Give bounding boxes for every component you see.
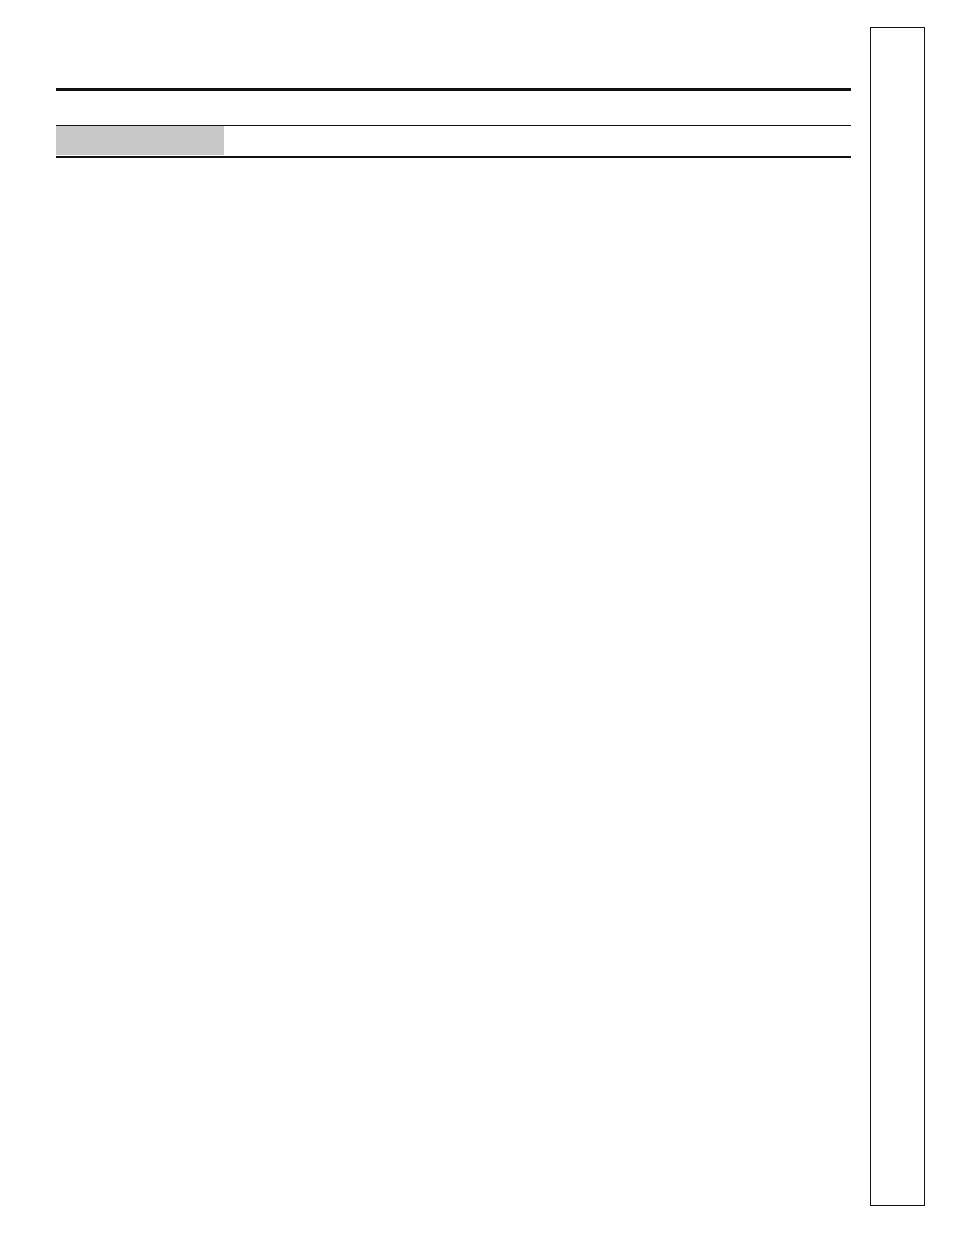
section-sidebar xyxy=(870,27,925,1206)
troubleshooting-table xyxy=(56,125,851,158)
header-rule xyxy=(56,88,851,91)
column-header-problema xyxy=(56,126,224,155)
table-header xyxy=(56,125,851,158)
